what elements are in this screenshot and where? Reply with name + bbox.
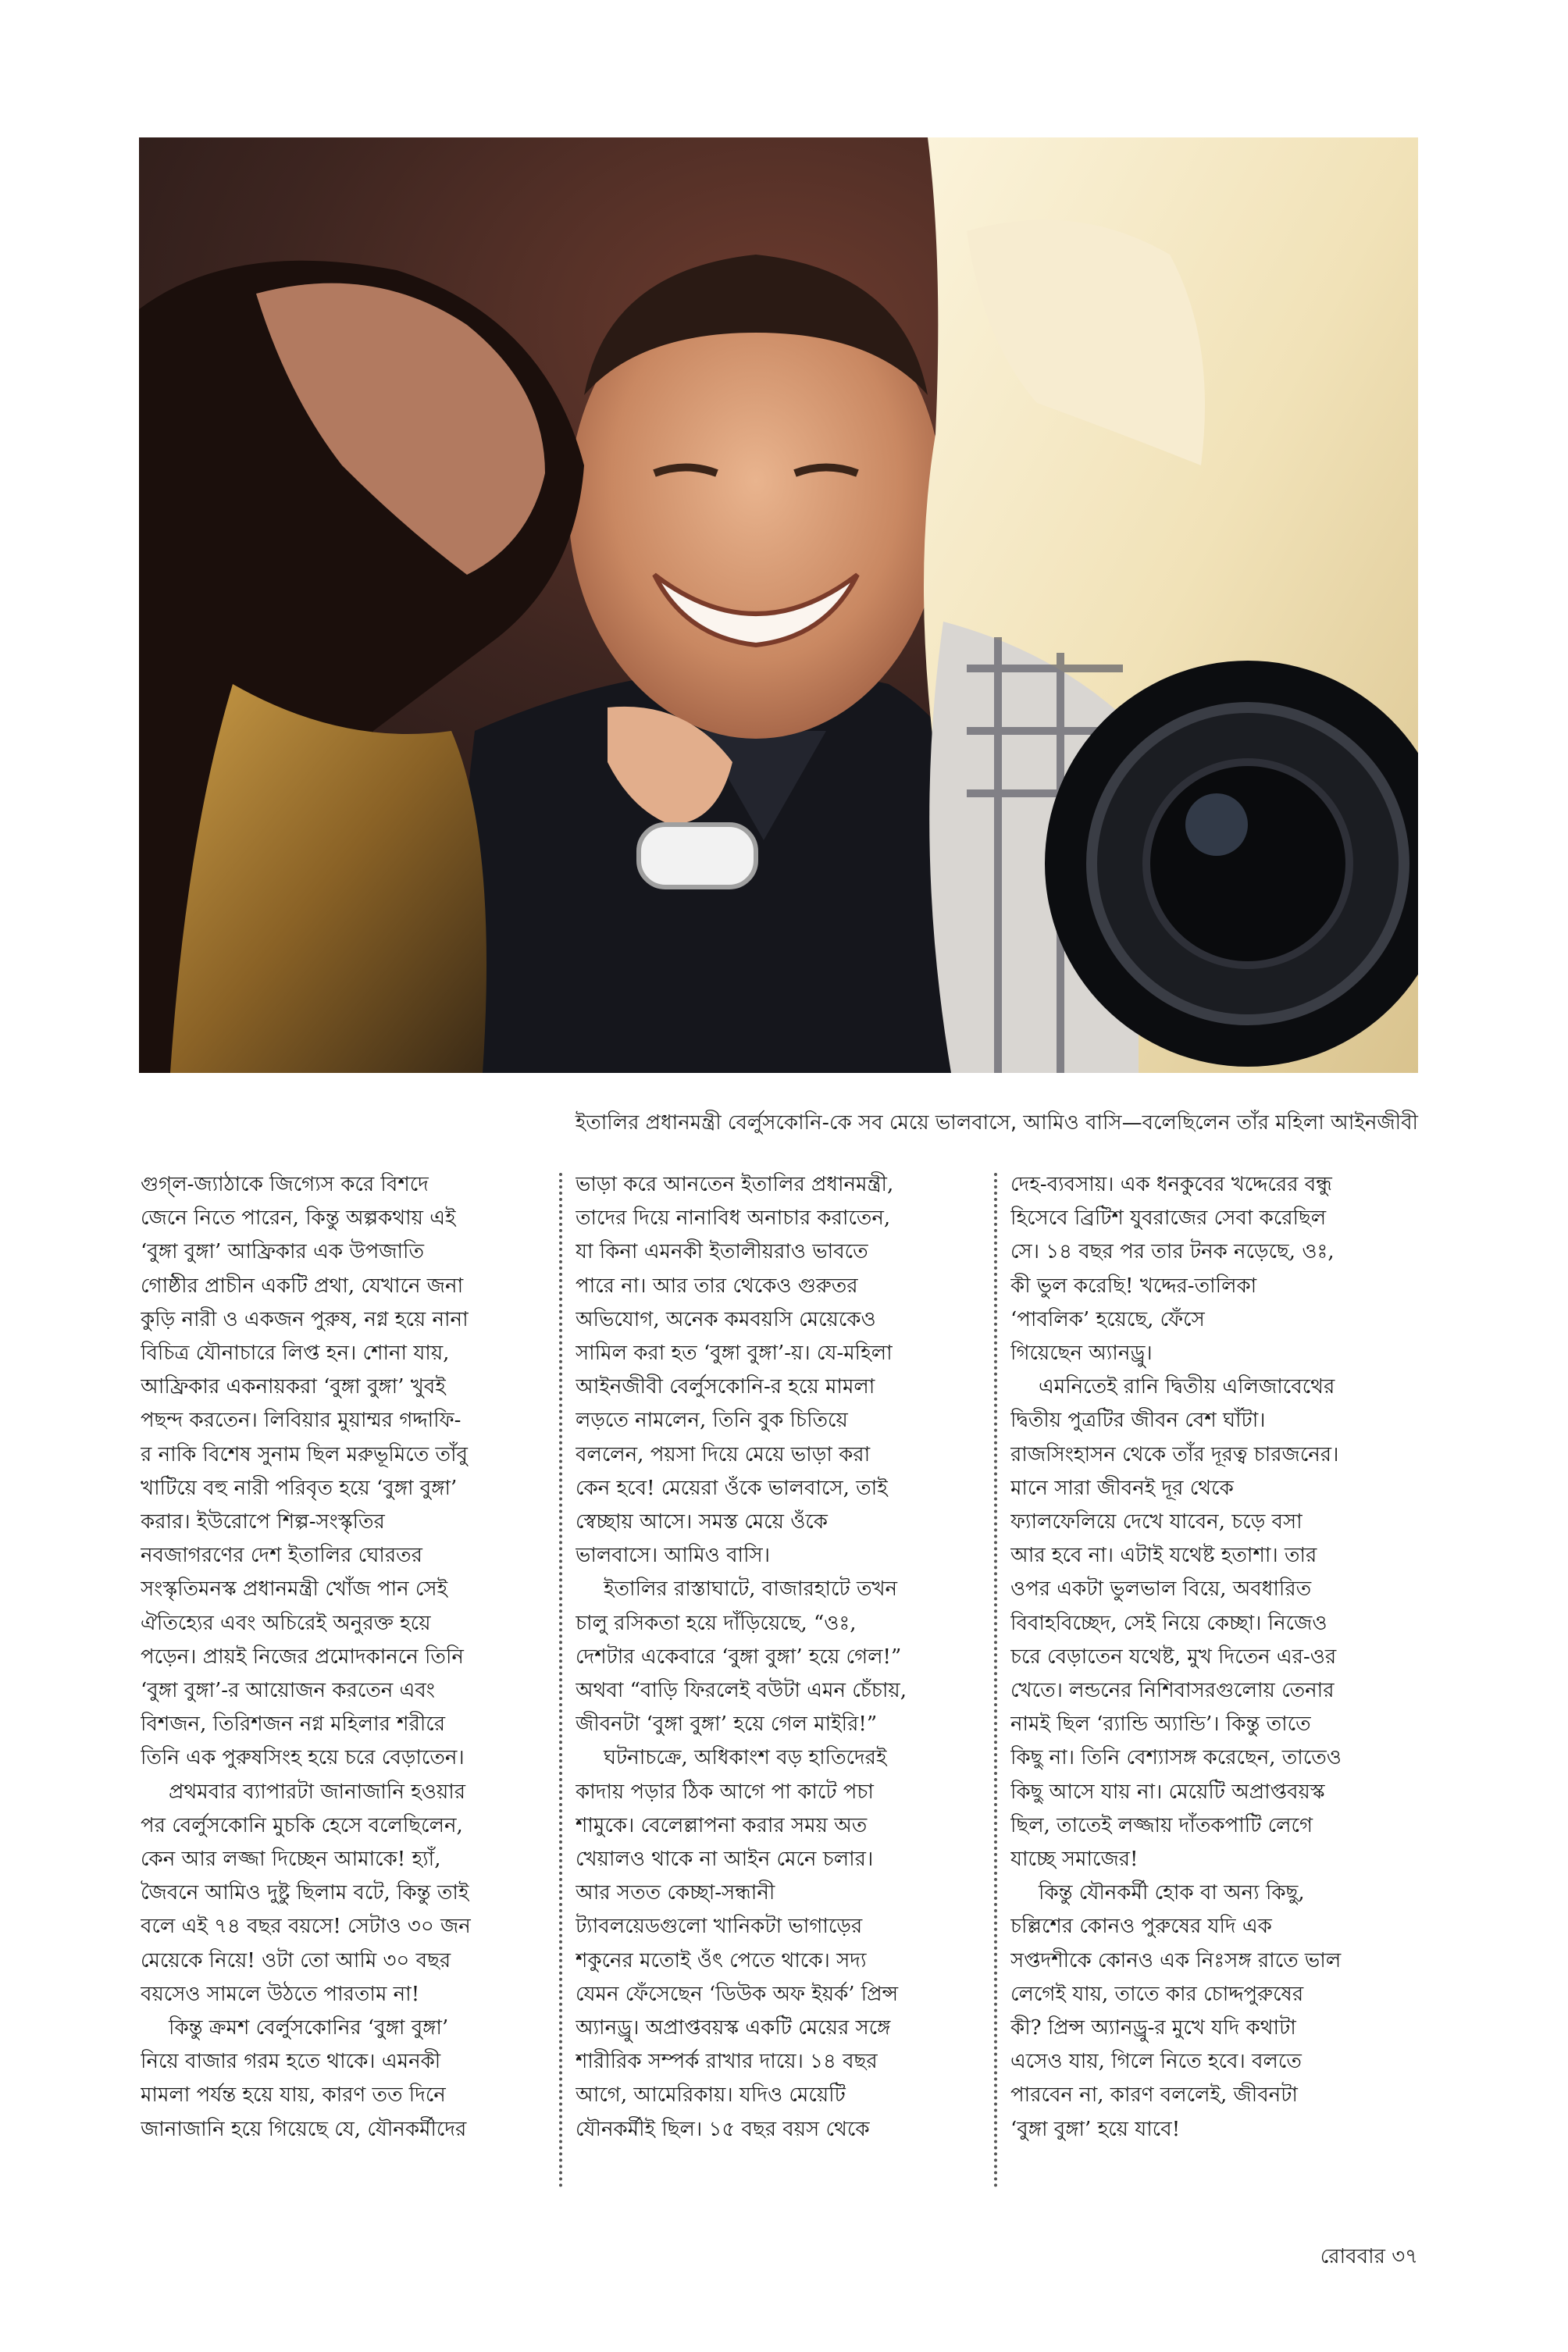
paragraph: কিন্তু ক্রমশ বের্লুসকোনির ‘বুঙ্গা বুঙ্গা’ নিয়ে বাজার গরম হতে থাকে। এমনকী মামলা পর্যন্ত হয়ে যায়, কারণ তত দিনে জানাজানি হয়ে গিয়েছে যে, যৌনকর্মীদের <box>141 2016 467 2141</box>
paragraph: কিন্তু যৌনকর্মী হোক বা অন্য কিছু, চল্লিশের কোনও পুরুষের যদি এক সপ্তদশীকে কোনও এক নিঃসঙ্গ রাতে ভাল লেগেই যায়, তাতে কার চোদ্দপুরুষের কী? প্রিন্স অ্যানড্রু-র মুখে যদি কথাটা এসেও যায়, গিলে নিতে হবে। বলতে পারবেন না, কারণ বললেই, জীবনটা ‘বুঙ্গা বুঙ্গা’ হয়ে যাবে! <box>1010 1881 1342 2141</box>
paragraph: প্রথমবার ব্যাপারটা জানাজানি হওয়ার পর বের্লুসকোনি মুচকি হেসে বলেছিলেন, কেন আর লজ্জা দিচ্ছেন আমাকে! হ্যাঁ, জৈবনে আমিও দুষ্টু ছিলাম বটে, কিন্তু তাই বলে এই ৭৪ বছর বয়সে! সেটাও ৩০ জন মেয়েকে নিয়ে! ওটা তো আমি ৩০ বছর বয়সেও সামলে উঠতে পারতাম না! <box>141 1780 471 2006</box>
article-column-1 <box>141 1168 547 2199</box>
page-footer <box>1320 2241 1418 2272</box>
paragraph: দেহ-ব্যবসায়। এক ধনকুবের খদ্দেরের বন্ধু হিসেবে ব্রিটিশ যুবরাজের সেবা করেছিল সে। ১৪ বছর পর তার টনক নড়েছে, ওঃ, কী ভুল করেছি! খদ্দের-তালিকা ‘পাবলিক’ হয়েছে, ফেঁসে গিয়েছেন অ্যানড্রু। <box>1010 1173 1335 1366</box>
article-body <box>141 1168 1418 2199</box>
paragraph: ভাড়া করে আনতেন ইতালির প্রধানমন্ত্রী, তাদের দিয়ে নানাবিধ অনাচার করাতেন, যা কিনা এমনকী ইতালীয়রাও ভাবতে পারে না। আর তার থেকেও গুরুতর অভিযোগ, অনেক কমবয়সি মেয়েকেও সামিল করা হত ‘বুঙ্গা বুঙ্গা’-য়। যে-মহিলা আইনজীবী বের্লুসকোনি-র হয়ে মামলা লড়তে নামলেন, তিনি বুক চিতিয়ে বললেন, পয়সা দিয়ে মেয়ে ভাড়া করা কেন হবে! মেয়েরা ওঁকে ভালবাসে, তাই স্বেচ্ছায় আসে। সমস্ত মেয়ে ওঁকে ভালবাসে। আমিও বাসি। <box>576 1173 894 1568</box>
paragraph: ঘটনাচক্রে, অধিকাংশ বড় হাতিদেরই কাদায় পড়ার ঠিক আগে পা কাটে পচা শামুকে। বেলেল্লাপনা করার সময় অত খেয়ালও থাকে না আইন মেনে চলার। আর সতত কেচ্ছা-সন্ধানী ট্যাবলয়েডগুলো খানিকটা ভাগাড়ের শকুনের মতোই ওঁৎ পেতে থাকে। সদ্য যেমন ফেঁসেছেন ‘ডিউক অফ ইয়র্ক’ প্রিন্স অ্যানড্রু। অপ্রাপ্তবয়স্ক একটি মেয়ের সঙ্গে শারীরিক সম্পর্ক রাখার দায়ে। ১৪ বছর আগে, আমেরিকায়। যদিও মেয়েটি যৌনকর্মীই ছিল। ১৫ বছর বয়স থেকে <box>576 1746 899 2141</box>
article-column-3 <box>1010 1168 1417 2199</box>
paragraph: ইতালির রাস্তাঘাটে, বাজারহাটে তখন চালু রসিকতা হয়ে দাঁড়িয়েছে, “ওঃ, দেশটার একেবারে ‘বুঙ্গা বুঙ্গা’ হয়ে গেল!” অথবা “বাড়ি ফিরলেই বউটা এমন চেঁচায়, জীবনটা ‘বুঙ্গা বুঙ্গা’ হয়ে গেল মাইরি!” <box>576 1577 907 1737</box>
article-photo <box>139 137 1418 1073</box>
paragraph: এমনিতেই রানি দ্বিতীয় এলিজাবেথের দ্বিতীয় পুত্রটির জীবন বেশ ঘাঁটা। রাজসিংহাসন থেকে তাঁর দূরত্ব চারজনের। মানে সারা জীবনই দূর থেকে ফ্যালফেলিয়ে দেখে যাবেন, চড়ে বসা আর হবে না। এটাই যথেষ্ট হতাশা। তার ওপর একটা ভুলভাল বিয়ে, অবধারিত বিবাহবিচ্ছেদ, সেই নিয়ে কেচ্ছা। নিজেও চরে বেড়াতেন যথেষ্ট, মুখ দিতেন এর-ওর খেতে। লন্ডনের নিশিবাসরগুলোয় তেনার নামই ছিল ‘র‍্যান্ডি অ্যান্ডি’। কিন্তু তাতে কিছু না। তিনি বেশ্যাসঙ্গ করেছেন, তাতেও কিছু আসে যায় না। মেয়েটি অপ্রাপ্তবয়স্ক ছিল, তাতেই লজ্জায় দাঁতকপাটি লেগে যাচ্ছে সমাজের! <box>1010 1375 1342 1872</box>
section-name: রোববার <box>1320 2245 1385 2268</box>
page-number: ৩৭ <box>1392 2245 1418 2268</box>
column-divider <box>994 1173 997 2188</box>
article-column-2 <box>576 1168 982 2199</box>
column-divider <box>559 1173 562 2188</box>
photo-caption: ইতালির প্রধানমন্ত্রী বের্লুসকোনি-কে সব মেয়ে ভালবাসে, আমিও বাসি—বলেছিলেন তাঁর মহিলা আইনজীবী <box>575 1111 1418 1135</box>
photograph-icon <box>139 137 1418 1073</box>
paragraph: গুগ্‌ল-জ্যাঠাকে জিগ্যেস করে বিশদে জেনে নিতে পারেন, কিন্তু অল্পকথায় এই ‘বুঙ্গা বুঙ্গা’ আফ্রিকার এক উপজাতি গোষ্ঠীর প্রাচীন একটি প্রথা, যেখানে জনা কুড়ি নারী ও একজন পুরুষ, নগ্ন হয়ে নানা বিচিত্র যৌনাচারে লিপ্ত হন। শোনা যায়, আফ্রিকার একনায়করা ‘বুঙ্গা বুঙ্গা’ খুবই পছন্দ করতেন। লিবিয়ার মুয়াম্মর গদ্দাফি- র নাকি বিশেষ সুনাম ছিল মরুভূমিতে তাঁবু খাটিয়ে বহু নারী পরিবৃত হয়ে ‘বুঙ্গা বুঙ্গা’ করার। ইউরোপে শিল্প-সংস্কৃতির নবজাগরণের দেশ ইতালির ঘোরতর সংস্কৃতিমনস্ক প্রধানমন্ত্রী খোঁজ পান সেই ঐতিহ্যের এবং অচিরেই অনুরক্ত হয়ে পড়েন। প্রায়ই নিজের প্রমোদকাননে তিনি ‘বুঙ্গা বুঙ্গা’-র আয়োজন করতেন এবং বিশজন, তিরিশজন নগ্ন মহিলার শরীরে তিনি এক পুরুষসিংহ হয়ে চরে বেড়াতেন। <box>141 1173 469 1770</box>
